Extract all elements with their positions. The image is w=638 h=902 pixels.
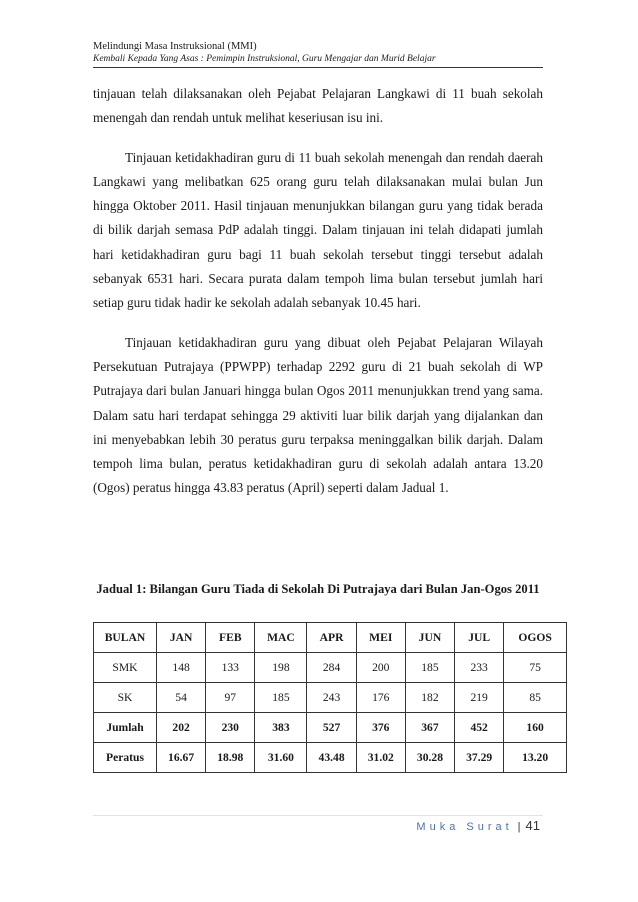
table-cell: 31.60 [255, 743, 307, 773]
table-cell: 185 [405, 653, 454, 683]
table-header-row [94, 623, 567, 653]
page-footer [416, 818, 540, 833]
document-body [93, 82, 543, 501]
table-cell: 148 [157, 653, 206, 683]
column-header: APR [307, 623, 356, 653]
header-title: Melindungi Masa Instruksional (MMI) [93, 41, 257, 52]
table-cell: 198 [255, 653, 307, 683]
table-cell: 37.29 [455, 743, 504, 773]
page-number: 41 [525, 818, 540, 833]
paragraph: tinjauan telah dilaksanakan oleh Pejabat Pelajaran Langkawi di 11 buah sekolah menengah dan rendah untuk melihat keseriusan isu ini. [93, 86, 543, 126]
table-cell: SK [94, 683, 157, 713]
table-cell: 16.67 [157, 743, 206, 773]
header-subtitle: Kembali Kepada Yang Asas : Pemimpin Instruksional, Guru Mengajar dan Murid Belajar [93, 54, 436, 64]
footer-rule [93, 815, 543, 816]
table-cell: 182 [405, 683, 454, 713]
table-cell: 133 [206, 653, 255, 683]
column-header: JUL [455, 623, 504, 653]
table-row [94, 683, 567, 713]
table-cell: 13.20 [504, 743, 567, 773]
table-cell: 202 [157, 713, 206, 743]
table-cell: 452 [455, 713, 504, 743]
table-cell: 200 [356, 653, 405, 683]
table-cell: 376 [356, 713, 405, 743]
table-cell: 527 [307, 713, 356, 743]
table-cell: Jumlah [94, 713, 157, 743]
table-cell: 97 [206, 683, 255, 713]
column-header: JUN [405, 623, 454, 653]
column-header: OGOS [504, 623, 567, 653]
data-table [93, 622, 567, 773]
footer-label: Muka Surat [416, 821, 513, 833]
table-cell: 30.28 [405, 743, 454, 773]
table-cell: 54 [157, 683, 206, 713]
page-header [93, 40, 543, 65]
table-cell: 75 [504, 653, 567, 683]
table-cell: 243 [307, 683, 356, 713]
table-row [94, 653, 567, 683]
paragraph: Tinjauan ketidakhadiran guru di 11 buah sekolah menengah dan rendah daerah Langkawi yang melibatkan 625 orang guru telah dilaksanakan mulai bulan Jun hingga Oktober 2011. Hasil tinjauan menunjukkan bilangan guru yang tidak berada di bilik darjah semasa PdP adalah tinggi. Dalam tinjauan ini telah didapati jumlah hari ketidakhadiran guru bagi 11 buah sekolah tersebut tinggi tersebut adalah sebanyak 6531 hari. Secara purata dalam tempoh lima bulan tersebut jumlah hari setiap guru tidak hadir ke sekolah adalah sebanyak 10.45 hari. [93, 149, 543, 311]
table-cell: 176 [356, 683, 405, 713]
table-caption: Jadual 1: Bilangan Guru Tiada di Sekolah Di Putrajaya dari Bulan Jan-Ogos 2011 [96, 582, 540, 596]
table-row-total [94, 713, 567, 743]
paragraph: Tinjauan ketidakhadiran guru yang dibuat oleh Pejabat Pelajaran Wilayah Persekutuan Putrajaya (PPWPP) terhadap 2292 guru di 21 buah sekolah di WP Putrajaya dari bulan Januari hingga bulan Ogos 2011 menunjukkan trend yang sama. Dalam satu hari terdapat sehingga 29 aktiviti luar bilik darjah yang dijalankan dan ini menyebabkan lebih 30 peratus guru terpaksa meninggalkan bilik darjah. Dalam tempoh lima bulan, peratus ketidakhadiran guru di sekolah adalah antara 13.20 (Ogos) peratus hingga 43.83 peratus (April) seperti dalam Jadual 1. [93, 334, 543, 496]
table-cell: 219 [455, 683, 504, 713]
table-cell: SMK [94, 653, 157, 683]
table-row-percent [94, 743, 567, 773]
table-cell: 43.48 [307, 743, 356, 773]
table-cell: 367 [405, 713, 454, 743]
table-cell: 383 [255, 713, 307, 743]
column-header: BULAN [94, 623, 157, 653]
table-cell: Peratus [94, 743, 157, 773]
table-cell: 185 [255, 683, 307, 713]
table-cell: 230 [206, 713, 255, 743]
footer-separator: | [517, 821, 521, 833]
table-cell: 85 [504, 683, 567, 713]
column-header: FEB [206, 623, 255, 653]
column-header: MEI [356, 623, 405, 653]
header-rule [93, 67, 543, 68]
table-cell: 160 [504, 713, 567, 743]
column-header: JAN [157, 623, 206, 653]
table-cell: 284 [307, 653, 356, 683]
table-cell: 18.98 [206, 743, 255, 773]
table-cell: 31.02 [356, 743, 405, 773]
column-header: MAC [255, 623, 307, 653]
table-cell: 233 [455, 653, 504, 683]
